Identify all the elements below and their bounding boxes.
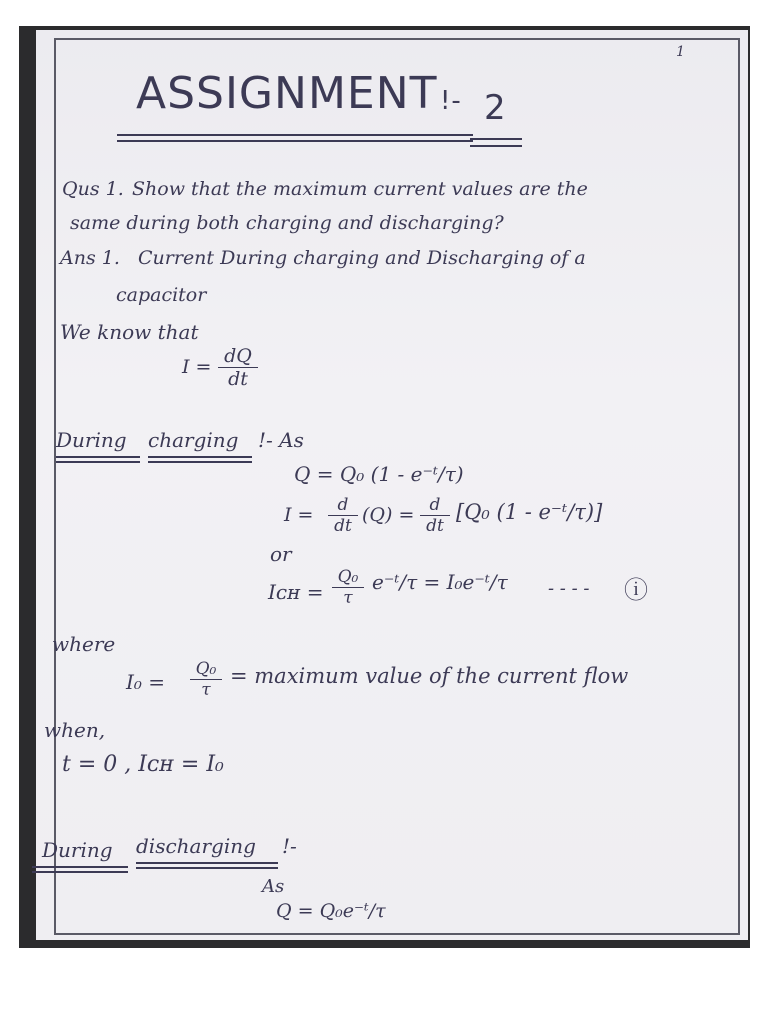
title-number-underline-1 [470, 138, 522, 140]
charging-underline-1 [56, 456, 140, 458]
question-line-2: same during both charging and discharging? [70, 212, 504, 234]
charging-eq-1: Q = Q₀ (1 - e⁻ᵗ/τ) [294, 462, 464, 486]
page-number: 1 [676, 44, 685, 60]
charging-eq-2-mid: (Q) = [362, 504, 415, 526]
question-line-1: Show that the maximum current values are the [132, 178, 588, 200]
charging-heading-word: charging [148, 428, 239, 452]
discharging-equation: Q = Q₀e⁻ᵗ/τ [276, 900, 386, 922]
or-label: or [270, 542, 292, 566]
where-numerator: Q₀ [190, 660, 222, 680]
title-separator: !- [440, 86, 462, 116]
where-description: = maximum value of the current flow [230, 664, 629, 688]
charging-heading-during: During [56, 428, 127, 452]
charging-eq-2-d-2: d [420, 496, 450, 516]
where-denominator: τ [201, 679, 211, 700]
discharging-heading-word: discharging [136, 834, 256, 858]
charging-eq-2-d-1: d [328, 496, 358, 516]
where-i0-lhs: I₀ = [126, 670, 166, 694]
current-eq-lhs: I = [182, 356, 212, 378]
charging-eq-3-rest: e⁻ᵗ/τ = I₀e⁻ᵗ/τ [372, 570, 508, 594]
charging-eq-3-lhs: Iᴄʜ = [268, 580, 324, 604]
discharging-as: As [262, 876, 285, 897]
equation-dashes: - - - - [548, 578, 590, 599]
title-number: 2 [484, 88, 507, 128]
charging-eq-2-dt-2: dt [426, 515, 444, 536]
answer-label: Ans 1. [60, 247, 120, 269]
where-fraction [190, 660, 222, 700]
title-underline-1 [117, 134, 473, 136]
charging-eq-2-dt-1: dt [334, 515, 352, 536]
charging-underline-2 [56, 461, 140, 463]
charging-underline-4 [148, 461, 252, 463]
current-eq-numerator: dQ [218, 346, 258, 368]
equation-number-circle: ⓘ [624, 576, 648, 604]
discharging-underline-4 [136, 867, 278, 869]
page-border-bottom [54, 933, 740, 935]
discharging-underline-3 [136, 862, 278, 864]
charging-eq-3-denominator: τ [343, 587, 353, 608]
we-know-that: We know that [60, 320, 199, 344]
title-number-underline-2 [470, 145, 522, 147]
page-border-top [54, 38, 740, 40]
discharging-underline-1 [32, 866, 128, 868]
discharging-heading-during: During [42, 838, 113, 862]
charging-eq-3-fraction [332, 568, 364, 608]
when-label: when, [44, 718, 106, 742]
page-border-right [738, 38, 740, 935]
answer-line-2: capacitor [116, 284, 207, 306]
page-border-left [54, 38, 56, 935]
discharging-underline-2 [32, 871, 128, 873]
charging-eq-2-derivative-2 [420, 496, 450, 536]
title-main: ASSIGNMENT [136, 68, 438, 119]
discharging-heading-mark: !- [282, 834, 297, 858]
charging-eq-2-derivative-1 [328, 496, 358, 536]
charging-eq-2-rhs: [Q₀ (1 - e⁻ᵗ/τ)] [456, 500, 603, 524]
when-equation: t = 0 , Iᴄʜ = I₀ [62, 752, 224, 777]
answer-line-1: Current During charging and Discharging of a [138, 247, 586, 269]
charging-eq-3-numerator: Q₀ [332, 568, 364, 588]
question-label: Qus 1. [62, 178, 124, 200]
charging-underline-3 [148, 456, 252, 458]
current-eq-fraction [218, 346, 258, 391]
charging-heading-as: !- As [258, 428, 304, 452]
charging-eq-2-lhs: I = [284, 504, 314, 526]
title-underline-2 [117, 140, 473, 142]
where-label: where [52, 632, 116, 656]
current-eq-denominator: dt [228, 367, 248, 390]
